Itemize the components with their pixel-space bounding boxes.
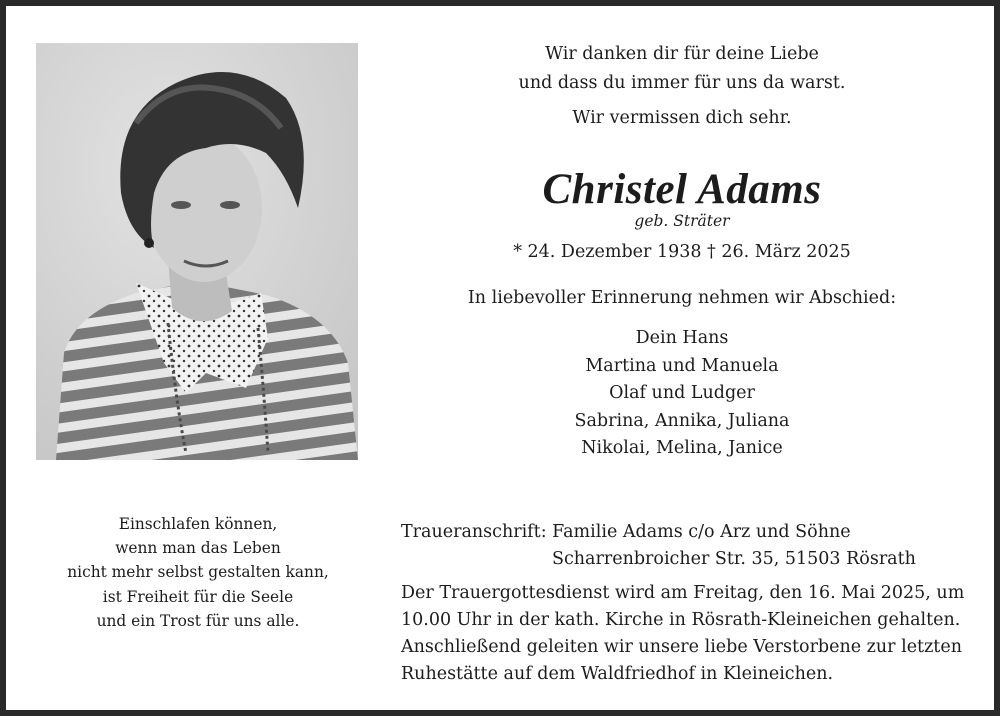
- address-line: Familie Adams c/o Arz und Söhne: [552, 522, 851, 542]
- service-line: Ruhestätte auf dem Waldfriedhof in Kleineichen.: [401, 664, 834, 684]
- address-line: Scharrenbroicher Str. 35, 51503 Rösrath: [552, 549, 916, 569]
- poem-line: ist Freiheit für die Seele: [102, 587, 294, 606]
- verse: [380, 40, 984, 98]
- service-line: Anschließend geleiten wir unsere liebe Verstorbene zur letzten: [401, 637, 962, 657]
- poem-line: nicht mehr selbst gestalten kann,: [67, 563, 329, 582]
- address-label: Traueranschrift:: [401, 522, 547, 542]
- family-member: Sabrina, Annika, Juliana: [574, 410, 790, 431]
- verse-line: Wir vermissen dich sehr.: [572, 108, 792, 128]
- service-line: Der Trauergottesdienst wird am Freitag, den 16. Mai 2025, um: [401, 583, 965, 603]
- deceased-name: Christel Adams: [542, 166, 822, 213]
- verse-line: Wir danken dir für deine Liebe: [545, 44, 819, 64]
- service-info: [401, 580, 971, 688]
- mourning-address: [401, 519, 916, 573]
- family-member: Olaf und Ludger: [609, 383, 755, 403]
- poem: [40, 512, 356, 633]
- verse-line: und dass du immer für uns da warst.: [518, 73, 846, 93]
- family-member: Martina und Manuela: [585, 355, 779, 376]
- poem-line: wenn man das Leben: [115, 539, 281, 558]
- life-dates: * 24. Dezember 1938 † 26. März 2025: [513, 242, 851, 262]
- family-list: [380, 325, 984, 463]
- obituary-main: [380, 40, 984, 463]
- poem-line: Einschlafen können,: [118, 515, 278, 533]
- birth-name: geb. Sträter: [634, 212, 730, 230]
- portrait-photo: [36, 43, 358, 460]
- family-member: Dein Hans: [635, 328, 729, 348]
- farewell-intro: In liebevoller Erinnerung nehmen wir Abschied:: [467, 288, 897, 308]
- service-line: 10.00 Uhr in der kath. Kirche in Rösrath-Kleineichen gehalten.: [401, 610, 961, 630]
- portrait-image: [36, 43, 358, 460]
- poem-line: und ein Trost für uns alle.: [96, 611, 300, 630]
- family-member: Nikolai, Melina, Janice: [581, 438, 783, 458]
